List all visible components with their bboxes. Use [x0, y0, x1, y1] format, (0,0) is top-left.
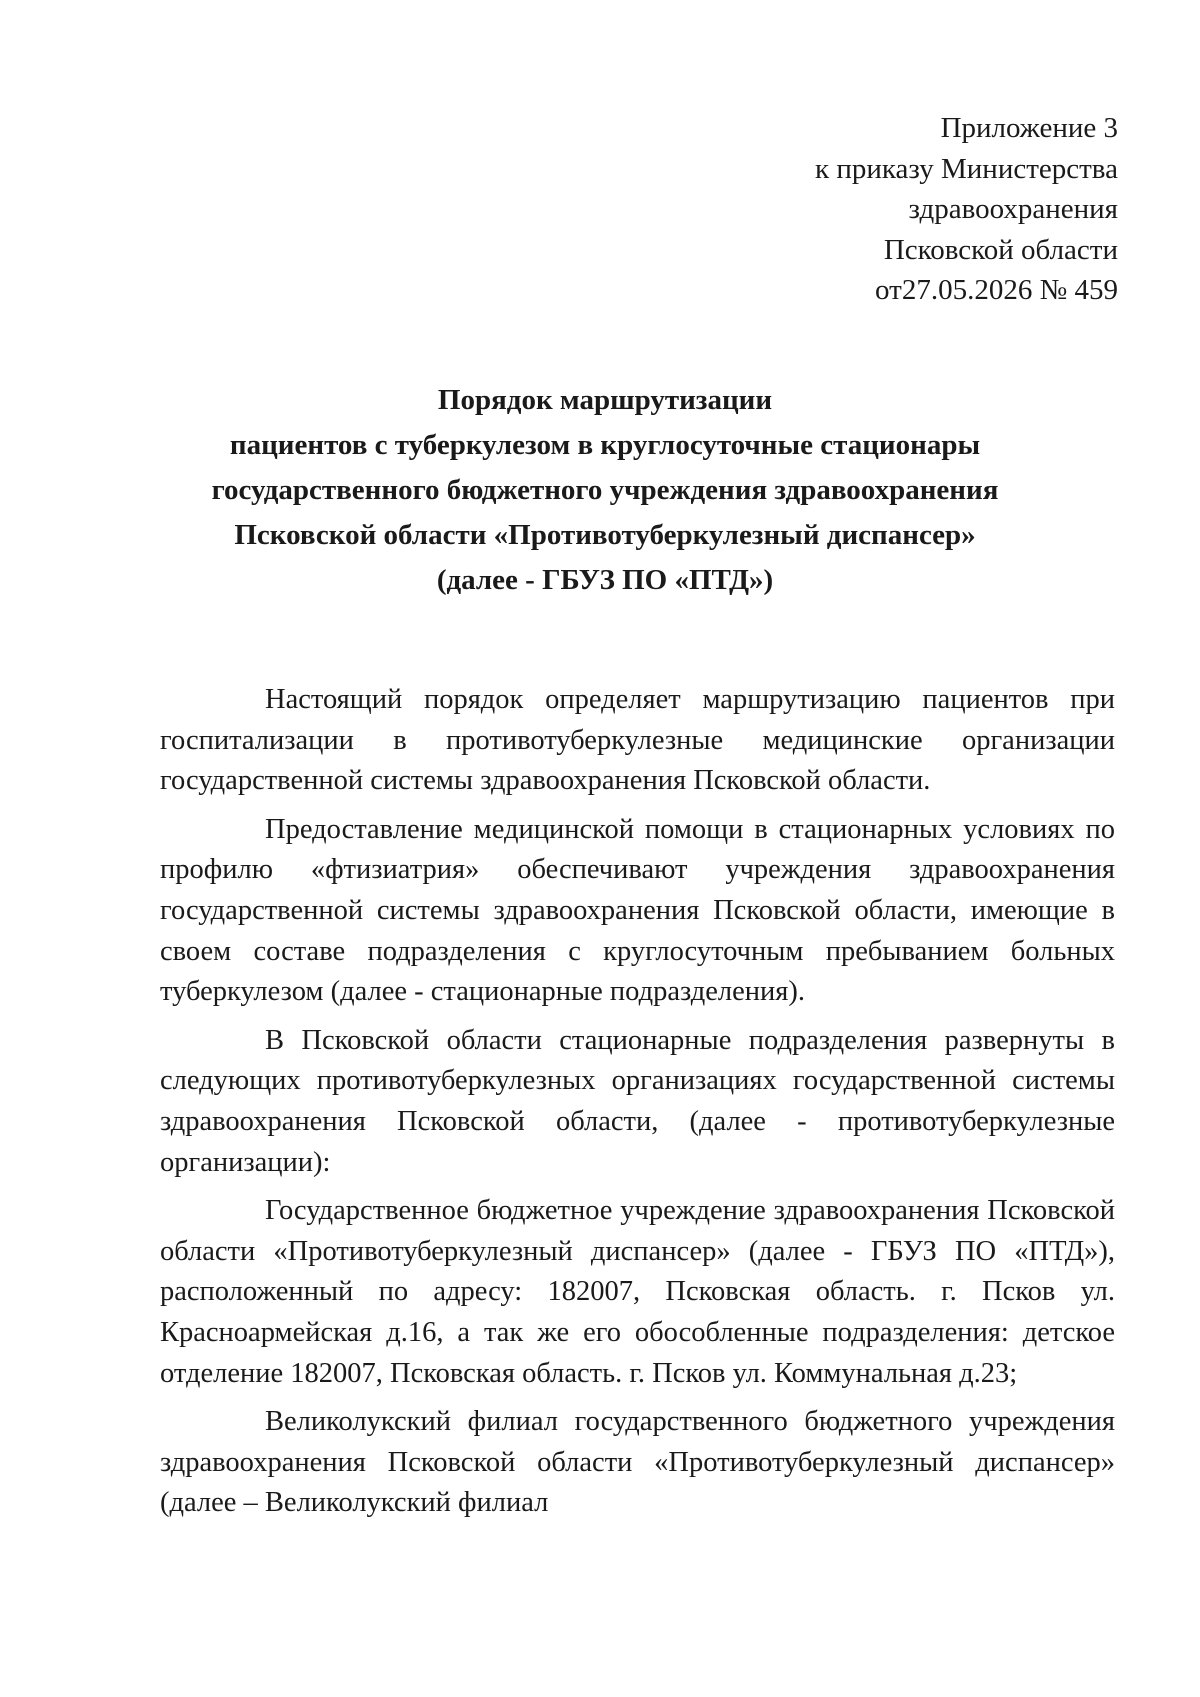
paragraph-gbuz-ptd: Государственное бюджетное учреждение здравоохранения Псковской области «Противотуберкулезный диспансер» (далее - ГБУЗ ПО «ПТД»), расположенный по адресу: 182007, Псковская область. г. Псков ул. Красноармейская д.16, а так же его обособленные подразделения: детское отделение 182007, Псковская область. г. Псков ул. Коммунальная д.23; — [160, 1195, 1115, 1389]
title-line-3: государственного бюджетного учреждения здравоохранения — [211, 474, 999, 506]
paragraph-velikiye-luki-branch: Великолукский филиал государственного бюджетного учреждения здравоохранения Псковской области «Противотуберкулезный диспансер» (далее – Великолукский филиал — [160, 1406, 1115, 1519]
appendix-order-ref: к приказу Министерства — [815, 152, 1118, 185]
paragraph-scope: Настоящий порядок определяет маршрутизацию пациентов при госпитализации в противотуберкулезные медицинские организации государственной системы здравоохранения Псковской области. — [160, 684, 1115, 797]
appendix-number: Приложение 3 — [940, 112, 1118, 144]
appendix-ministry: здравоохранения — [908, 193, 1118, 225]
appendix-date-number: от27.05.2026 № 459 — [875, 274, 1118, 306]
paragraph-provision: Предоставление медицинской помощи в стационарных условиях по профилю «фтизиатрия» обеспечивают учреждения здравоохранения государственной системы здравоохранения Псковской области, имеющие в своем составе подразделения с круглосуточным пребыванием больных туберкулезом (далее - стационарные подразделения). — [160, 813, 1115, 1008]
paragraph-organizations: В Псковской области стационарные подразделения развернуты в следующих противотуберкулезных организациях государственной системы здравоохранения Псковской области, (далее - противотуберкулезные организации): — [160, 1024, 1115, 1178]
title-line-5: (далее - ГБУЗ ПО «ПТД») — [436, 564, 774, 596]
document-body — [160, 680, 1115, 1524]
title-line-4: Псковской области «Противотуберкулезный диспансер» — [234, 519, 976, 551]
title-line-1: Порядок маршрутизации — [437, 384, 773, 416]
appendix-region: Псковской области — [883, 233, 1118, 266]
title-line-2: пациентов с туберкулезом в круглосуточные стационары — [229, 429, 981, 461]
document-title — [160, 378, 1050, 603]
appendix-block — [815, 108, 1118, 311]
